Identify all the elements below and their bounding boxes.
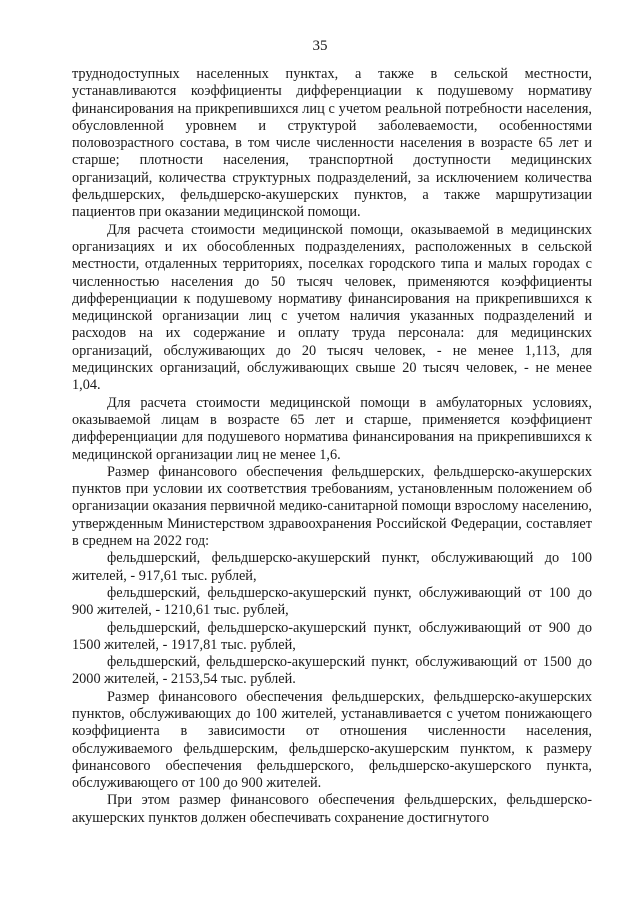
paragraph-9: Размер финансового обеспечения фельдшерских, фельдшерско-акушерских пунктов, обслуживающих до 100 жителей, устанавливается с учетом понижающего коэффициента в зависимости от отношения численности населения, обслуживаемого фельдшерским, фельдшерско-акушерским пунктом, к размеру финансового обеспечения фельдшерского, фельдшерско-акушерского пункта, обслуживающего от 100 до 900 жителей. (72, 688, 592, 792)
paragraph-2: Для расчета стоимости медицинской помощи, оказываемой в медицинских организациях и их обособленных подразделениях, расположенных в сельской местности, отдаленных территориях, поселках городского типа и малых городах с численностью населения до 50 тысяч человек, применяются коэффициенты дифференциации к подушевому нормативу финансирования на прикрепившихся к медицинской организации лиц с учетом наличия указанных подразделений и расходов на их содержание и оплату труда персонала: для медицинских организаций, обслуживающих до 20 тысяч человек, - не менее 1,113, для медицинских организаций, обслуживающих свыше 20 тысяч человек, - не менее 1,04. (72, 221, 592, 394)
paragraph-7: фельдшерский, фельдшерско-акушерский пункт, обслуживающий от 900 до 1500 жителей, - 1917,81 тыс. рублей, (72, 619, 592, 653)
paragraph-3: Для расчета стоимости медицинской помощи в амбулаторных условиях, оказываемой лицам в возрасте 65 лет и старше, применяется коэффициент дифференциации для подушевого норматива финансирования на прикрепившихся к медицинской организации лиц не менее 1,6. (72, 394, 592, 463)
paragraph-4: Размер финансового обеспечения фельдшерских, фельдшерско-акушерских пунктов при условии их соответствия требованиям, установленным положением об организации оказания первичной медико-санитарной помощи взрослому населению, утвержденным Министерством здравоохранения Российской Федерации, составляет в среднем на 2022 год: (72, 463, 592, 550)
paragraph-6: фельдшерский, фельдшерско-акушерский пункт, обслуживающий от 100 до 900 жителей, - 1210,61 тыс. рублей, (72, 584, 592, 619)
paragraph-1: труднодоступных населенных пунктах, а также в сельской местности, устанавливаются коэффициенты дифференциации к подушевому нормативу финансирования на прикрепившихся лиц с учетом реальной потребности населения, обусловленной уровнем и структурой заболеваемости, особенностями половозрастного состава, в том числе численности населения в возрасте 65 лет и старше; плотности населения, транспортной доступности медицинских организаций, количества структурных подразделений, за исключением количества фельдшерских, фельдшерско-акушерских пунктов, а также маршрутизации пациентов при оказании медицинской помощи. (72, 66, 592, 221)
paragraph-5: фельдшерский, фельдшерско-акушерский пункт, обслуживающий до 100 жителей, - 917,61 тыс. рублей, (72, 550, 592, 584)
paragraph-8: фельдшерский, фельдшерско-акушерский пункт, обслуживающий от 1500 до 2000 жителей, - 2153,54 тыс. рублей. (72, 654, 592, 688)
body-text (72, 66, 592, 827)
page-number: 35 (312, 38, 328, 54)
paragraph-10: При этом размер финансового обеспечения фельдшерских, фельдшерско-акушерских пунктов должен обеспечивать сохранение достигнутого (72, 792, 592, 826)
